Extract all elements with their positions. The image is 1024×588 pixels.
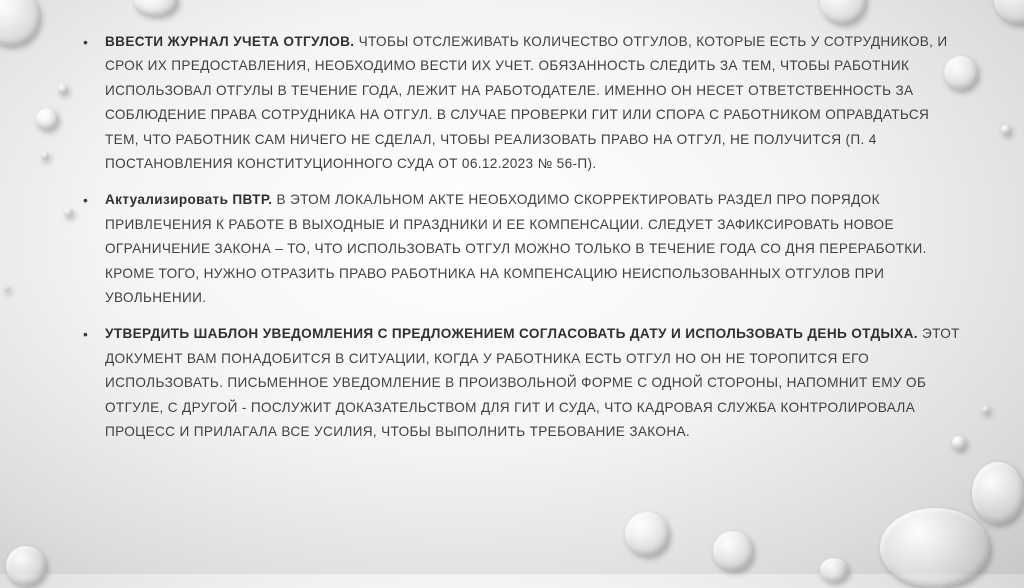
water-drop-decoration <box>625 512 669 556</box>
water-drop-decoration <box>994 0 1024 24</box>
water-drop-decoration <box>36 108 58 130</box>
bullet-paragraph <box>105 322 963 444</box>
bullet-heading: УТВЕРДИТЬ ШАБЛОН УВЕДОМЛЕНИЯ С ПРЕДЛОЖЕНИЕМ СОГЛАСОВАТЬ ДАТУ И ИСПОЛЬЗОВАТЬ ДЕНЬ ОТДЫХА. <box>105 326 918 342</box>
bullet-marker: • <box>83 326 88 343</box>
water-drop-decoration <box>820 0 866 24</box>
water-drop-decoration <box>982 406 990 414</box>
bullet-paragraph <box>105 30 963 176</box>
bullet-heading: Актуализировать ПВТР. <box>105 192 273 208</box>
bullet-item-notification-template <box>83 322 963 444</box>
water-drop-decoration <box>6 546 46 586</box>
bullet-marker: • <box>83 192 88 209</box>
bullet-item-journal <box>83 30 963 176</box>
bullet-item-pvtr <box>83 188 963 310</box>
water-drop-decoration <box>820 558 848 582</box>
water-drop-decoration <box>1001 125 1011 135</box>
bullet-list <box>83 30 963 457</box>
bullet-heading: ВВЕСТИ ЖУРНАЛ УЧЕТА ОТГУЛОВ. <box>105 34 355 49</box>
bullet-body: ЭТОТ ДОКУМЕНТ ВАМ ПОНАДОБИТСЯ В СИТУАЦИИ, КОГДА У РАБОТНИКА ЕСТЬ ОТГУЛ НО ОН НЕ ТОРОПИТСЯ ЕГО ИСПОЛЬЗОВАТЬ. ПИСЬМЕННОЕ УВЕДОМЛЕНИЕ В ПРОИЗВОЛЬНОЙ ФОРМЕ С ОДНОЙ СТОРОНЫ, НАПОМНИТ ЕМУ ОБ ОТГУЛЕ, С ДРУГОЙ - ПОСЛУЖИТ ДОКАЗАТЕЛЬСТВОМ ДЛЯ ГИТ И СУДА, ЧТО КАДРОВАЯ СЛУЖБА КОНТРОЛИРОВАЛА ПРОЦЕСС И ПРИЛАГАЛА ВСЕ УСИЛИЯ, ЧТОБЫ ВЫПОЛНИТЬ ТРЕБОВАНИЕ ЗАКОНА. <box>105 326 960 440</box>
bullet-marker: • <box>83 34 88 50</box>
bullet-body: ЧТОБЫ ОТСЛЕЖИВАТЬ КОЛИЧЕСТВО ОТГУЛОВ, КОТОРЫЕ ЕСТЬ У СОТРУДНИКОВ, И СРОК ИХ ПРЕДОСТАВЛЕНИЯ, НЕОБХОДИМО ВЕСТИ ИХ УЧЕТ. ОБЯЗАННОСТЬ СЛЕДИТЬ ЗА ТЕМ, ЧТОБЫ РАБОТНИК ИСПОЛЬЗОВАЛ ОТГУЛЫ В ТЕЧЕНИЕ ГОДА, ЛЕЖИТ НА РАБОТОДАТЕЛЕ. ИМЕННО ОН НЕСЕТ ОТВЕТСТВЕННОСТЬ ЗА СОБЛЮДЕНИЕ ПРАВА СОТРУДНИКА НА ОТГУЛ. В СЛУЧАЕ ПРОВЕРКИ ГИТ ИЛИ СПОРА С РАБОТНИКОМ ОПРАВДАТЬСЯ ТЕМ, ЧТО РАБОТНИК САМ НИЧЕГО НЕ СДЕЛАЛ, ЧТОБЫ РЕАЛИЗОВАТЬ ПРАВО НА ОТГУЛ, НЕ ПОЛУЧИТСЯ (П. 4 ПОСТАНОВЛЕНИЯ КОНСТИТУЦИОННОГО СУДА ОТ 06.12.2023 № 56-П). <box>105 34 948 172</box>
water-drop-decoration <box>972 462 1024 524</box>
water-drop-decoration <box>64 208 73 217</box>
bullet-paragraph <box>105 188 963 310</box>
water-drop-decoration <box>58 84 68 94</box>
water-drop-decoration <box>4 286 10 292</box>
water-drop-decoration <box>713 531 753 571</box>
water-drop-decoration <box>41 152 49 160</box>
water-drop-decoration <box>0 0 40 46</box>
bullet-body: В ЭТОМ ЛОКАЛЬНОМ АКТЕ НЕОБХОДИМО СКОРРЕКТИРОВАТЬ РАЗДЕЛ ПРО ПОРЯДОК ПРИВЛЕЧЕНИЯ К РАБОТЕ В ВЫХОДНЫЕ И ПРАЗДНИКИ И ЕЕ КОМПЕНСАЦИИ. СЛЕДУЕТ ЗАФИКСИРОВАТЬ НОВОЕ ОГРАНИЧЕНИЕ ЗАКОНА – ТО, ЧТО ИСПОЛЬЗОВАТЬ ОТГУЛ МОЖНО ТОЛЬКО В ТЕЧЕНИЕ ГОДА СО ДНЯ ПЕРЕРАБОТКИ. КРОМЕ ТОГО, НУЖНО ОТРАЗИТЬ ПРАВО РАБОТНИКА НА КОМПЕНСАЦИЮ НЕИСПОЛЬЗОВАННЫХ ОТГУЛОВ ПРИ УВОЛЬНЕНИИ. <box>105 192 927 306</box>
water-drop-decoration <box>880 508 990 588</box>
water-drop-decoration <box>134 0 178 16</box>
